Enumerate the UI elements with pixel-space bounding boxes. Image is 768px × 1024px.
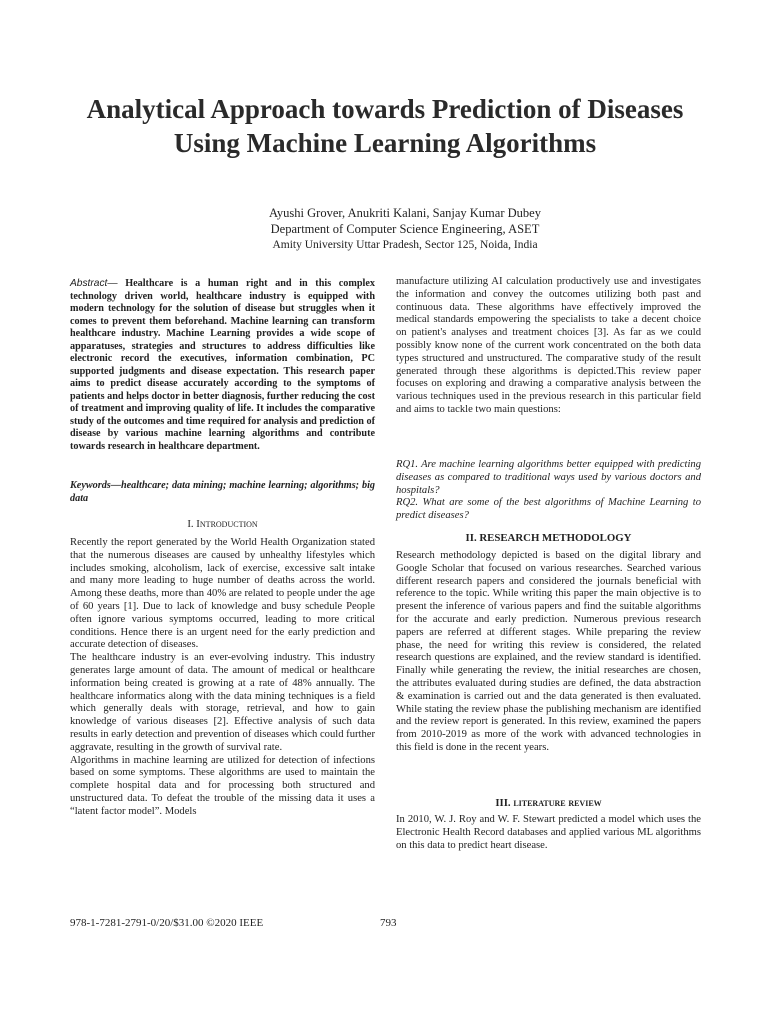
right-column-top [396, 276, 701, 417]
abstract-text: Healthcare is a human right and in this complex technology driven world, healthcare industry is equipped with modern technology for the solution of disease but struggles when it comes to prevent them beforehand. Machine learning can transform healthcare industry. Machine Learning provides a wide scope of apparatuses, strategies and structures to address difficulties like electronic record the executives, information combination, PC supported judgments and disease expectation. This research paper aims to predict disease accurately according to the symptoms of patients and helps doctor in better diagnosis, further reducing the cost of treatment and improving quality of life. It includes the comparative study of the outcomes and time required for analysis and prediction of disease by various machine learning algorithms and contribute towards research in healthcare department. [70, 278, 375, 452]
literature-paragraph: In 2010, W. J. Roy and W. F. Stewart predicted a model which uses the Electronic Health Record databases and applied various ML algorithms on this data to predict heart disease. [396, 814, 701, 851]
abstract [70, 278, 375, 453]
rq1: RQ1. Are machine learning algorithms better equipped with predicting diseases as compared to traditional ways used by various doctors and hospitals? [396, 459, 701, 496]
methodology-paragraph: Research methodology depicted is based on the digital library and Google Scholar that focused on various researches. Searched various different research papers and considered the journals beneficial with reference to the topic. While writing this paper the main objective is to present the inference of various papers and find the suitable algorithms for the accurate and early prediction. Numerous previous research papers are referred at different stages. While preparing the review phase, the need for writing this review is considered, the related research questions are explained, and the review standard is identified. Finally while generating the review, the initial researches are chosen, the attributes evaluated during studies are defined, the data abstraction & examination is carried out and the data generated is then evaluated. While stating the review phase the publishing mechanism are identified and the review report is generated. In this review, examined the papers from 2010-2019 as more of the work with advanced technologies in this field is done in the recent years. [396, 550, 701, 753]
research-questions [396, 459, 701, 523]
intro-paragraph-1: Recently the report generated by the World Health Organization stated that the numerous diseases are caused by unhealthy lifestyles which includes smoking, alcoholism, lack of exercise, excessive salt intake and many more leading to huge number of deaths across the world. Among these deaths, more than 40% are related to people under the age of 60 years [1]. Due to lack of knowledge and busy schedule People often ignore various symptoms occurred, leading to more critical conditions. Hence there is an urgent need for the early prediction and accurate detection of diseases. [70, 537, 375, 651]
page-number: 793 [380, 917, 397, 929]
keywords: Keywords—healthcare; data mining; machine learning; algorithms; big data [70, 480, 375, 504]
affiliation: Amity University Uttar Pradesh, Sector 125, Noida, India [272, 239, 538, 251]
methodology-heading: II. RESEARCH METHODOLOGY [465, 532, 632, 544]
methodology-body [396, 550, 701, 755]
intro-heading: I. Introduction [187, 518, 258, 530]
paper-title: Analytical Approach towards Prediction of Diseases Using Machine Learning Algorithms [86, 94, 684, 158]
abstract-label: Abstract— [70, 278, 118, 289]
author-block [100, 205, 710, 253]
copyright-footer: 978-1-7281-2791-0/20/$31.00 ©2020 IEEE [70, 917, 264, 929]
literature-heading: III. literature review [495, 797, 602, 809]
literature-body [396, 814, 701, 852]
rq2: RQ2. What are some of the best algorithms of Machine Learning to predict diseases? [396, 497, 701, 522]
department: Department of Computer Science Engineering, ASET [270, 222, 540, 236]
intro-body [70, 537, 375, 819]
intro-paragraph-3: Algorithms in machine learning are utilized for detection of infections based on some symptoms. These algorithms are used to maintain the complete hospital data and for processing both structured and unstructured data. To defeat the trouble of the missing data it uses a “latent factor model”. Models [70, 754, 375, 817]
intro-paragraph-2: The healthcare industry is an ever-evolving industry. This industry generates large amount of data. The amount of medical or healthcare information being created is growing at a rate of 48% annually. The healthcare informatics along with the data mining techniques is a field which generally deals with storage, retrieval, and how to gain knowledge of various diseases [2]. Effective analysis of such data results in early detection and prevention of diseases which could further aggravate, resulting in the growth of survival rate. [70, 652, 375, 753]
right-paragraph-1: manufacture utilizing AI calculation productively use and investigates the information and convey the outcomes utilizing both past and continuous data. These algorithms have effectively improved the medical standards empowering the specialists to take a decent choice on patient's analyses and treatment choices [3]. As far as we could possibly know none of the current work concentrated on the both data types structured and unstructured. The comparative study of the result generated through these algorithms is depicted.This review paper focuses on exploring and drawing a comparative analysis between the various techniques used in the previous research in this particular field and aims to tackle two main questions: [396, 276, 701, 415]
author-names: Ayushi Grover, Anukriti Kalani, Sanjay Kumar Dubey [269, 206, 541, 220]
